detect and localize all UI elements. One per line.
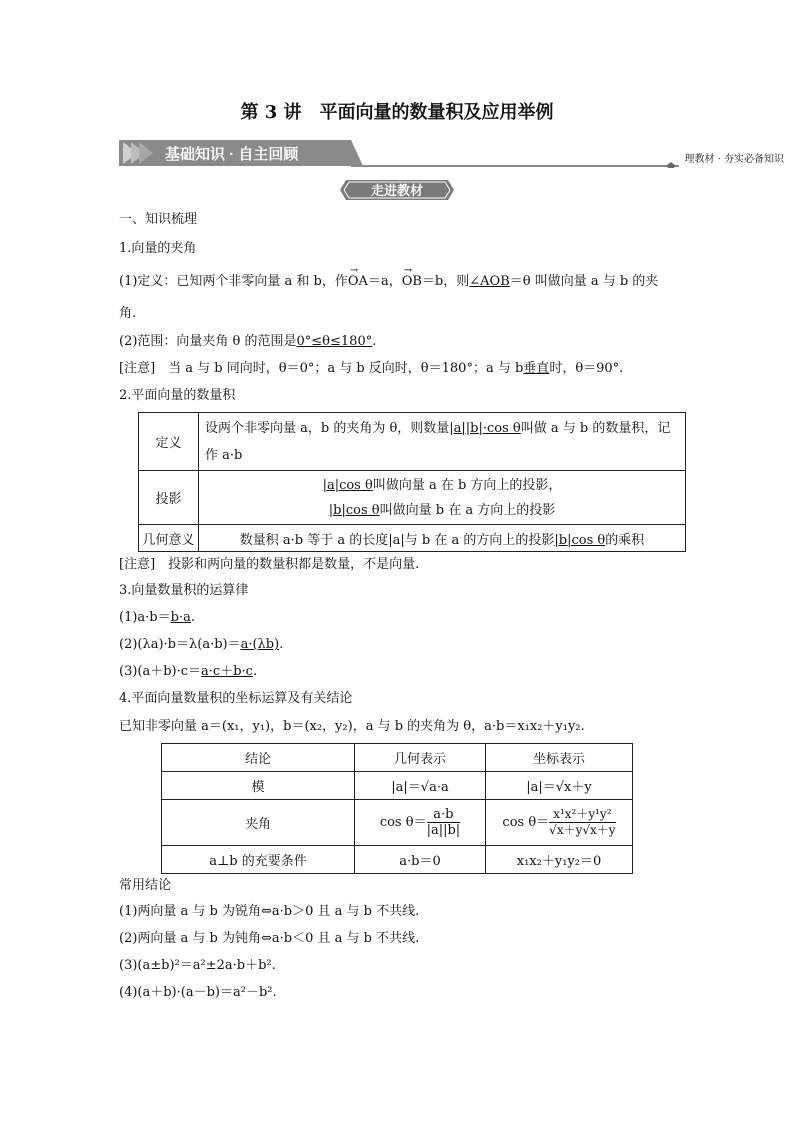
- table-cell: a⊥b 的充要条件: [162, 846, 355, 874]
- law-3: (3)(a＋b)·c＝a·c＋b·c.: [119, 664, 258, 679]
- page-title: 第 3 讲 平面向量的数量积及应用举例: [240, 102, 554, 123]
- table-cell: 设两个非零向量 a，b 的夹角为 θ，则数量|a||b|·cos θ叫做 a 与 b 的数量积，记 作 a·b: [199, 413, 686, 471]
- badge-text: 走进教材: [370, 183, 424, 198]
- note-projection: [注意] 投影和两向量的数量积都是数量，不是向量.: [119, 557, 420, 572]
- table-row-header: 定义: [139, 413, 199, 471]
- table-cell: a·b＝0: [355, 846, 486, 874]
- section-banner: [119, 138, 679, 168]
- angle-definition: (1)定义：已知两个非零向量 a 和 b，作→ OA＝a，→ OB＝b，则∠AOB＝θ 叫做向量 a 与 b 的夹: [119, 273, 658, 291]
- heading-common: 常用结论: [119, 878, 172, 893]
- table-cell: |a|＝√a·a: [355, 772, 486, 800]
- conclusion-4: (4)(a＋b)·(a－b)＝a²－b².: [119, 985, 277, 1000]
- table-cell: |a|cos θ叫做向量 a 在 b 方向上的投影， |b|cos θ叫做向量 b 在 a 方向上的投影: [199, 471, 686, 525]
- table-cell: cos θ＝ $\frac{\text{x¹x²＋y¹y²}}{√x+y√x+y}$: [486, 800, 633, 846]
- conclusion-2: (2)两向量 a 与 b 为钝角⇔a·b＜0 且 a 与 b 不共线.: [119, 931, 420, 946]
- table-header-cell: 结论: [162, 744, 355, 772]
- table-cell: x₁x₂＋y₁y₂＝0: [486, 846, 633, 874]
- angle-definition-cont: 角.: [119, 306, 137, 321]
- heading-knowledge: 一、知识梳理: [119, 212, 198, 227]
- banner-right-text: 理教材 · 夯实必备知识: [684, 154, 784, 165]
- table-cell: 夹角: [162, 800, 355, 846]
- banner-left-text: 基础知识 · 自主回顾: [165, 146, 299, 163]
- table-cell: 数量积 a·b 等于 a 的长度|a|与 b 在 a 的方向上的投影|b|cos θ的乘积: [199, 525, 686, 552]
- heading-angle: 1.向量的夹角: [119, 241, 197, 256]
- given-vectors: 已知非零向量 a＝(x₁，y₁)，b＝(x₂，y₂)，a 与 b 的夹角为 θ，a·b＝x₁x₂＋y₁y₂.: [119, 719, 585, 734]
- law-1: (1)a·b＝b·a.: [119, 610, 195, 625]
- angle-range: (2)范围：向量夹角 θ 的范围是0°≤θ≤180°.: [119, 334, 377, 349]
- table-header-cell: 几何表示: [355, 744, 486, 772]
- law-2: (2)(λa)·b＝λ(a·b)＝a·(λb).: [119, 637, 284, 652]
- section-badge: [340, 178, 454, 202]
- conclusion-3: (3)(a±b)²＝a²±2a·b＋b².: [119, 958, 276, 973]
- heading-laws: 3.向量数量积的运算律: [119, 583, 249, 598]
- heading-dot-product: 2.平面向量的数量积: [119, 388, 236, 403]
- table-header-cell: 坐标表示: [486, 744, 633, 772]
- note-angle: [注意] 当 a 与 b 同向时，θ＝0°；a 与 b 反向时，θ＝180°；a 与 b垂直时，θ＝90°.: [119, 361, 624, 376]
- table-row-header: 几何意义: [139, 525, 199, 552]
- conclusion-1: (1)两向量 a 与 b 为锐角⇔a·b＞0 且 a 与 b 不共线.: [119, 904, 420, 919]
- table-cell: cos θ＝ $\frac{a\cdot b}{|a||b|}$: [355, 800, 486, 846]
- dot-product-table: [138, 412, 686, 552]
- coordinate-table: [161, 743, 633, 874]
- table-cell: |a|＝√x＋y: [486, 772, 633, 800]
- heading-coordinates: 4.平面向量数量积的坐标运算及有关结论: [119, 691, 353, 706]
- table-row-header: 投影: [139, 471, 199, 525]
- table-cell: 模: [162, 772, 355, 800]
